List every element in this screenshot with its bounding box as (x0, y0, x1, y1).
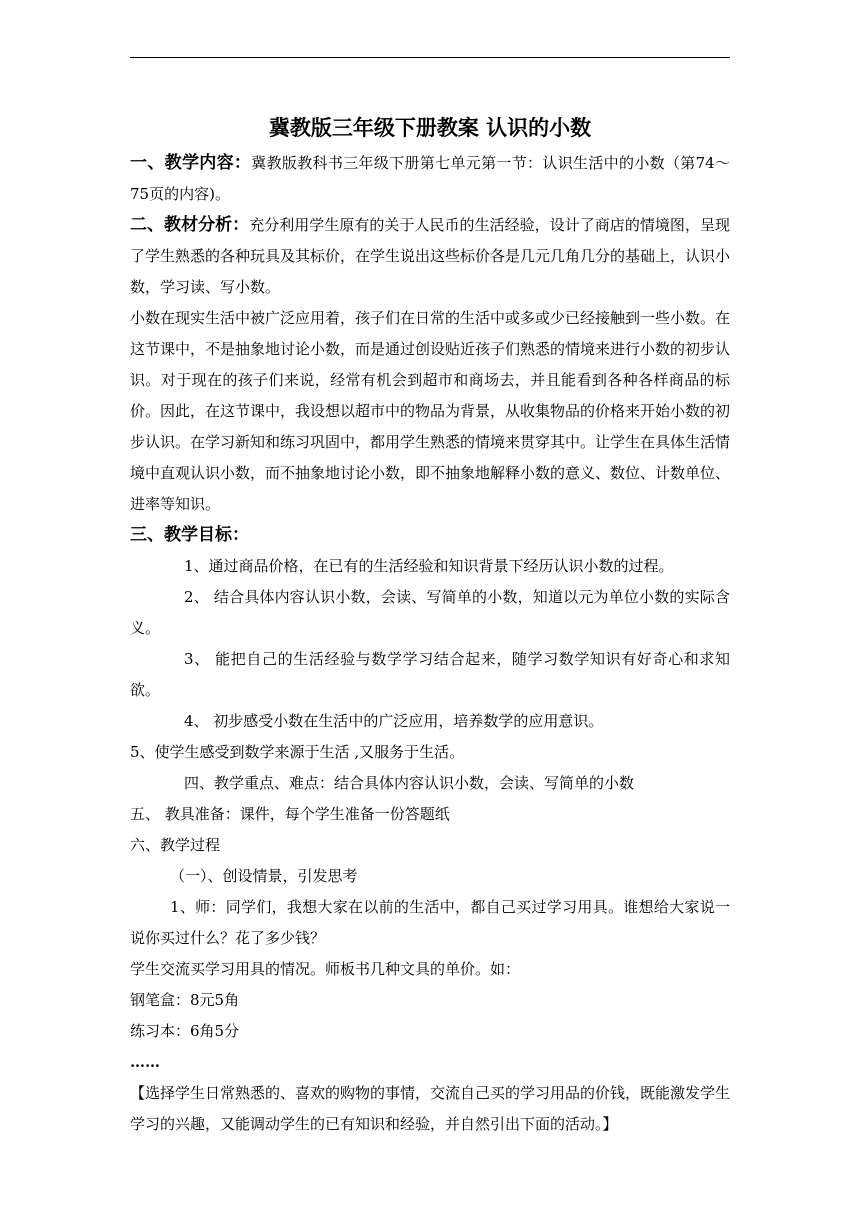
section-key-points: 四、教学重点、难点：结合具体内容认识小数，会读、写简单的小数 (184, 774, 635, 792)
section-teaching-aids: 五、 教具准备：课件，每个学生准备一份答题纸 (130, 805, 450, 823)
section-teaching-process: 六、教学过程 (130, 836, 221, 854)
document-title: 冀教版三年级下册教案 认识的小数 (268, 115, 592, 140)
section-heading: 二、教材分析： (130, 215, 250, 235)
header-rule (130, 57, 730, 58)
goal-item: 4、 初步感受小数在生活中的广泛应用，培养数学的应用意识。 (184, 712, 604, 730)
question-text: 1、师：同学们，我想大家在以前的生活中，都自己买过学习用具。谁想给大家说一说你买过什么？花了多少钱？ (130, 898, 730, 947)
section-text: 充分利用学生原有的关于人民币的生活经验，设计了商店的情境图，呈现了学生熟悉的各种玩具及其标价，在学生说出这些标价各是几元几角几分的基础上，认识小数，学习读、写小数。 (130, 216, 731, 296)
ellipsis: …… (130, 1053, 160, 1071)
goal-item: 5、使学生感受到数学来源于生活 ,又服务于生活。 (130, 743, 465, 761)
section-material-analysis (130, 210, 730, 303)
section-heading: 一、教学内容： (130, 153, 252, 173)
price-item: 钢笔盒：8元5角 (130, 991, 240, 1009)
goal-item: 1、通过商品价格，在已有的生活经验和知识背景下经历认识小数的过程。 (184, 557, 674, 575)
goal-item (130, 582, 730, 644)
price-item: 练习本：6角5分 (130, 1022, 240, 1040)
section-teaching-goals: 三、教学目标： (130, 525, 249, 545)
student-activity: 学生交流买学习用具的情况。师板书几种文具的单价。如： (130, 960, 521, 978)
goal-text: 3、 能把自己的生活经验与数学学习结合起来，随学习数学知识有好奇心和求知欲。 (130, 650, 730, 699)
design-note: 【选择学生日常熟悉的、喜欢的购物的事情，交流自己买的学习用品的价钱，既能激发学生学习的兴趣，又能调动学生的已有知识和经验，并自然引出下面的活动。】 (130, 1084, 731, 1133)
section-text: 冀教版教科书三年级下册第七单元第一节：认识生活中的小数（第74～75页的内容)。 (130, 154, 731, 203)
section-teaching-content (130, 148, 730, 210)
goal-item (130, 644, 730, 706)
analysis-paragraph: 小数在现实生活中被广泛应用着，孩子们在日常的生活中或多或少已经接触到一些小数。在这节课中，不是抽象地讨论小数，而是通过创设贴近孩子们熟悉的情境来进行小数的初步认识。对于现在的孩子们来说，经常有机会到超市和商场去，并且能看到各种各样商品的标价。因此，在这节课中，我设想以超市中的物品为背景，从收集物品的价格来开始小数的初步认识。在学习新知和练习巩固中，都用学生熟悉的情境来贯穿其中。让学生在具体生活情境中直观认识小数，而不抽象地讨论小数，即不抽象地解释小数的意义、数位、计数单位、进率等知识。 (130, 309, 731, 513)
teacher-question (130, 892, 730, 954)
document-body (130, 110, 730, 1140)
process-step-heading: （一）、创设情景，引发思考 (170, 867, 358, 885)
goal-text: 2、 结合具体内容认识小数，会读、写简单的小数，知道以元为单位小数的实际含义。 (130, 588, 730, 637)
